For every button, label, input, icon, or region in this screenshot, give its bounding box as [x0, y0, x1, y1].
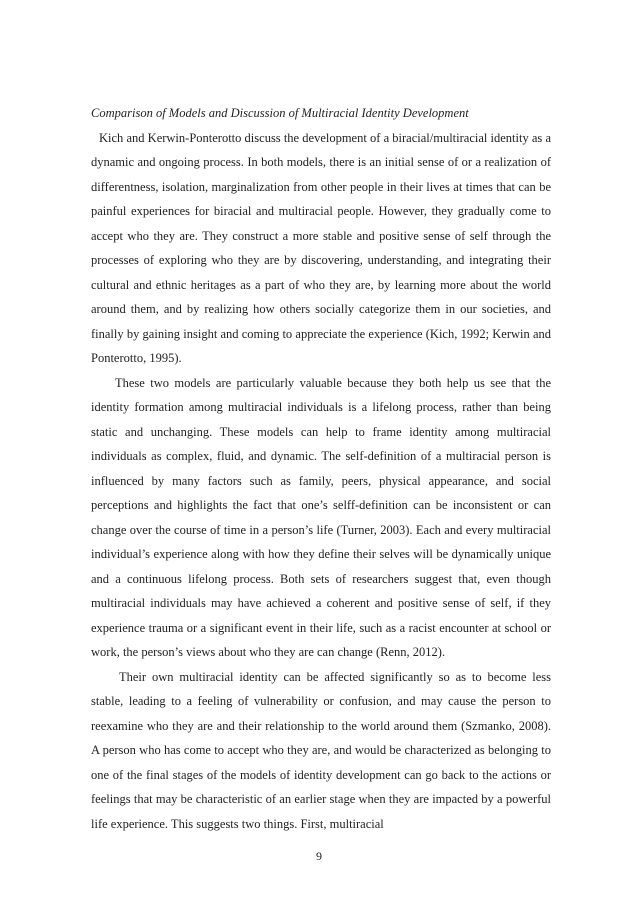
page-body	[91, 101, 551, 836]
section-heading: Comparison of Models and Discussion of Multiracial Identity Development	[91, 106, 469, 120]
page-number: 9	[316, 849, 322, 863]
paragraph-2: These two models are particularly valuable because they both help us see that the identity formation among multiracial individuals is a lifelong process, rather than being static and unchanging. These models can help to frame identity among multiracial individuals as complex, fluid, and dynamic. The self-definition of a multiracial person is influenced by many factors such as family, peers, physical appearance, and social perceptions and highlights the fact that one’s selff-definition can be inconsistent or can change over the course of time in a person’s life (Turner, 2003). Each and every multiracial individual’s experience along with how they define their selves will be dynamically unique and a continuous lifelong process. Both sets of researchers suggest that, even though multiracial individuals may have achieved a coherent and positive sense of self, if they experience trauma or a significant event in their life, such as a racist encounter at school or work, the person’s views about who they are can change (Renn, 2012).	[91, 375, 551, 659]
paragraph-3: Their own multiracial identity can be affected significantly so as to become less stable, leading to a feeling of vulnerability or confusion, and may cause the person to reexamine who they are and their relationship to the world around them (Szmanko, 2008). A person who has come to accept who they are, and would be characterized as belonging to one of the final stages of the models of identity development can go back to the actions or feelings that may be characteristic of an earlier stage when they are impacted by a powerful life experience. This suggests two things. First, multiracial	[91, 669, 551, 831]
paragraph-1: Kich and Kerwin-Ponterotto discuss the development of a biracial/multiracial identity as a dynamic and ongoing process. In both models, there is an initial sense of or a realization of differentness, isolation, marginalization from other people in their lives at times that can be painful experiences for biracial and multiracial people. However, they gradually come to accept who they are. They construct a more stable and positive sense of self through the processes of exploring who they are by discovering, understanding, and integrating their cultural and ethnic heritages as a part of who they are, by learning more about the world around them, and by realizing how others socially categorize them in our societies, and finally by gaining insight and coming to appreciate the experience (Kich, 1992; Kerwin and Ponterotto, 1995).	[91, 130, 551, 365]
